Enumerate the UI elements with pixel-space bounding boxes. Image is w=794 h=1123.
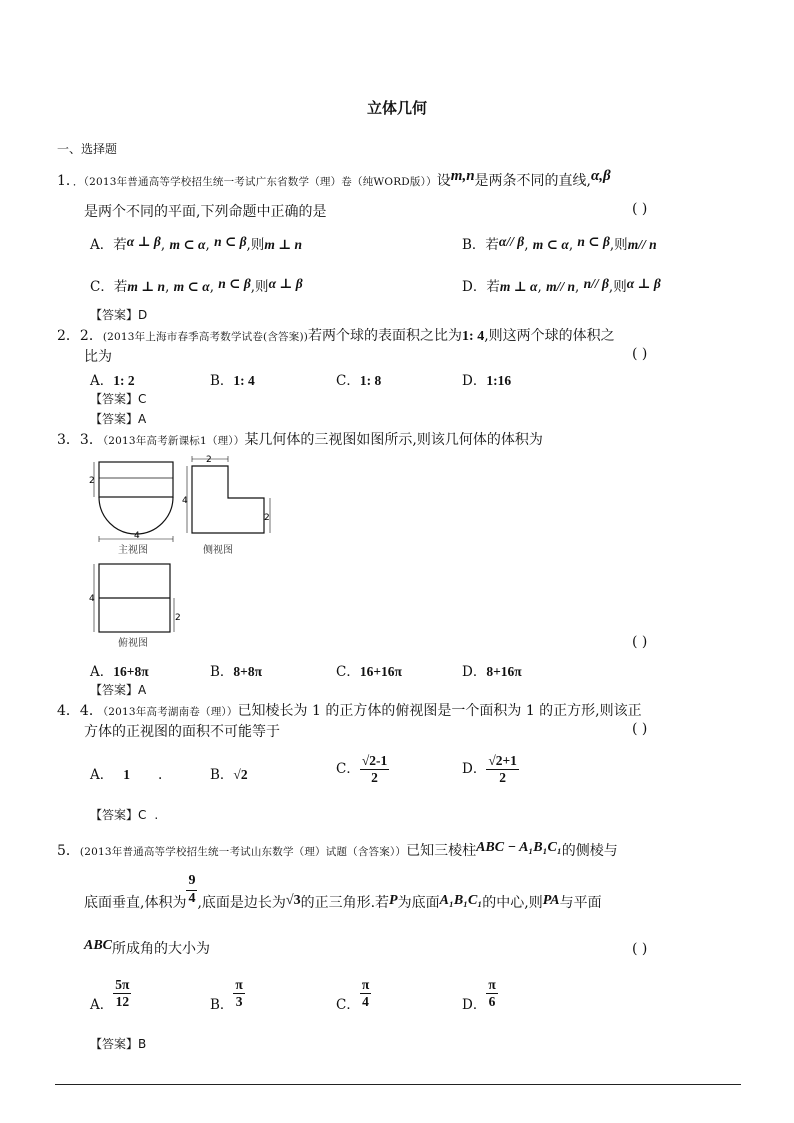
answer-blank: ( ) xyxy=(632,346,648,362)
math-expression: n ⊂ β xyxy=(577,234,610,249)
answer-line: 【答案】D xyxy=(90,308,148,322)
fraction-numerator: π xyxy=(360,978,371,994)
page-title: 立体几何 xyxy=(366,99,427,117)
question-4-line-1 xyxy=(57,700,642,720)
math-expression: α,β xyxy=(591,168,611,184)
option-text: , xyxy=(575,279,580,295)
question-number: 2．2． xyxy=(57,328,103,344)
side-view-shape xyxy=(192,466,264,533)
option-text: , xyxy=(205,237,210,253)
question-source: （2013年高考湖南卷（理）） xyxy=(102,706,238,718)
math-expression: m,n xyxy=(450,168,475,184)
side-view xyxy=(187,456,270,533)
question-text: 为底面 xyxy=(397,895,440,912)
fraction-numerator: π xyxy=(486,978,497,994)
math-expression: A₁B₁C₁ xyxy=(439,893,483,909)
fraction-denominator: 12 xyxy=(115,994,130,1010)
question-text: 已知三棱柱 xyxy=(406,843,477,859)
option-text: ,则 xyxy=(246,237,265,253)
answer-line: 【答案】A xyxy=(90,412,147,426)
fraction-numerator: 9 xyxy=(186,874,197,891)
option-text: , xyxy=(537,279,542,295)
answer-line: 【答案】C xyxy=(90,392,147,406)
option-value: 16+8π xyxy=(113,664,149,679)
option-c xyxy=(336,369,381,389)
question-5-line-1 xyxy=(57,840,618,860)
option-d xyxy=(462,369,511,389)
side-dim-step: 2 xyxy=(264,513,270,523)
fraction xyxy=(486,754,519,785)
question-text: 底面垂直,体积为 xyxy=(84,895,187,912)
option-text: , xyxy=(165,279,170,295)
question-source: (2013年上海市春季高考数学试卷(含答案)) xyxy=(102,331,309,343)
option-label: A． xyxy=(90,997,114,1014)
math-expression: 1: 4 xyxy=(462,329,485,344)
option-label: B． xyxy=(462,237,486,253)
option-label: A． xyxy=(90,237,114,253)
question-number: 5． xyxy=(57,843,80,859)
option-value: 1: 4 xyxy=(233,373,255,388)
option-d xyxy=(462,977,498,1014)
fraction xyxy=(186,874,197,906)
question-text: 是两条不同的直线, xyxy=(474,173,591,189)
answer-blank: ( ) xyxy=(632,634,648,650)
question-text: 所成角的大小为 xyxy=(112,941,211,957)
math-expression: m ⊥ n xyxy=(264,237,303,252)
question-3-line-1 xyxy=(57,429,543,449)
math-expression: α ⊥ β xyxy=(268,276,303,291)
answer-line: 【答案】A xyxy=(90,683,147,697)
side-dim-height: 4 xyxy=(182,496,188,506)
math-expression: m// n xyxy=(627,237,657,252)
option-value: √2 xyxy=(233,767,248,782)
fraction-denominator: 2 xyxy=(499,770,506,786)
option-label: D． xyxy=(462,664,487,680)
option-a xyxy=(90,660,149,680)
three-view-diagram xyxy=(88,450,288,660)
option-text: . xyxy=(158,767,163,783)
question-text: 的侧棱与 xyxy=(561,843,618,859)
option-c xyxy=(336,660,402,680)
option-label: C． xyxy=(336,373,360,389)
fraction-denominator: 4 xyxy=(362,994,369,1010)
option-value: 8+16π xyxy=(486,664,522,679)
option-b xyxy=(210,660,262,680)
answer-line: 【答案】B xyxy=(90,1037,147,1051)
question-text: 的正三角形.若 xyxy=(300,895,390,912)
question-number: 4．4． xyxy=(57,703,103,719)
question-number: 1． xyxy=(57,173,73,189)
answer-blank: ( ) xyxy=(632,201,648,217)
option-text: 若 xyxy=(486,279,500,295)
option-b xyxy=(210,369,255,389)
section-heading: 一、选择题 xyxy=(57,142,118,156)
fraction-denominator: 2 xyxy=(371,770,378,786)
math-expression: m ⊥ n xyxy=(127,279,166,294)
question-source: ．（2013年普通高等学校招生统一考试广东省数学（理）卷（纯WORD版）） xyxy=(72,176,437,188)
option-d xyxy=(462,275,661,295)
option-value: 1: 2 xyxy=(113,373,135,388)
question-text: 已知棱长为 1 的正方体的俯视图是一个面积为 1 的正方形,则该正 xyxy=(237,703,642,719)
fraction-numerator: 5π xyxy=(113,978,131,994)
side-dim-top: 2 xyxy=(206,455,212,465)
math-expression: n ⊂ β xyxy=(214,234,247,249)
answer-text: . xyxy=(154,808,159,822)
fraction xyxy=(360,978,371,1009)
option-label: B． xyxy=(210,664,234,680)
question-text: ,底面是边长为 xyxy=(197,895,286,912)
option-label: D． xyxy=(462,997,487,1014)
top-dim-height: 4 xyxy=(89,594,95,604)
math-expression: PA xyxy=(542,893,560,909)
math-expression: m ⊥ α xyxy=(499,279,538,294)
front-dim-width: 4 xyxy=(134,531,140,541)
option-c xyxy=(90,275,303,295)
option-value: 1 xyxy=(123,767,130,782)
option-c xyxy=(336,754,389,785)
option-a xyxy=(90,369,135,389)
question-4-line-2: 方体的正视图的面积不可能等于 xyxy=(84,724,280,740)
math-expression: α// β xyxy=(498,234,525,249)
question-text: 某几何体的三视图如图所示,则该几何体的体积为 xyxy=(244,432,543,448)
math-expression: n ⊂ β xyxy=(218,276,251,291)
question-5-line-2 xyxy=(84,873,602,912)
fraction xyxy=(233,978,244,1009)
option-text: 若 xyxy=(485,237,499,253)
fraction-numerator: π xyxy=(233,978,244,994)
answer-line xyxy=(90,806,158,823)
question-text: ,则这两个球的体积之 xyxy=(484,328,615,344)
answer-blank: ( ) xyxy=(632,721,648,737)
option-text: ,则 xyxy=(608,279,627,295)
option-value: 16+16π xyxy=(359,664,402,679)
math-expression: m ⊂ α xyxy=(169,237,206,252)
option-text: ,则 xyxy=(250,279,269,295)
fraction-denominator: 3 xyxy=(235,994,243,1010)
option-label: C． xyxy=(90,279,114,295)
option-b xyxy=(210,763,248,783)
side-view-label: 侧视图 xyxy=(203,545,233,556)
front-view xyxy=(94,462,173,542)
fraction xyxy=(360,754,389,785)
math-expression: m ⊂ α xyxy=(173,279,210,294)
option-d xyxy=(462,660,522,680)
question-5-line-3 xyxy=(84,938,210,958)
answer-text: 【答案】C xyxy=(90,808,147,822)
option-text: , xyxy=(209,279,214,295)
option-text: ,则 xyxy=(609,237,628,253)
question-source: （2013年高考新课标1（理）） xyxy=(102,435,245,447)
question-text: 与平面 xyxy=(559,895,602,912)
option-label: B． xyxy=(210,373,234,389)
option-c xyxy=(336,977,371,1014)
option-label: C． xyxy=(336,664,360,680)
math-expression: α ⊥ β xyxy=(626,276,661,291)
option-value: 1:16 xyxy=(486,373,512,388)
answer-blank: ( ) xyxy=(632,941,648,957)
option-d xyxy=(462,754,519,785)
option-a xyxy=(90,233,302,253)
option-text: , xyxy=(524,237,529,253)
option-label: A． xyxy=(90,373,114,389)
math-expression: P xyxy=(389,893,398,909)
question-source: (2013年普通高等学校招生统一考试山东数学（理）试题（含答案）） xyxy=(79,846,407,858)
top-dim-step: 2 xyxy=(175,613,181,623)
option-label: A． xyxy=(90,664,114,680)
option-label: D． xyxy=(462,761,487,778)
option-label: C． xyxy=(336,997,360,1014)
math-expression: ABC − A₁B₁C₁ xyxy=(476,840,562,855)
front-dim-height: 2 xyxy=(89,476,95,486)
question-2-line-1 xyxy=(57,325,615,345)
question-number: 3．3． xyxy=(57,432,103,448)
fraction-numerator: √2+1 xyxy=(486,754,519,770)
option-text: 若 xyxy=(113,279,128,295)
question-2-line-2: 比为 xyxy=(84,349,112,365)
fraction-denominator: 4 xyxy=(188,890,196,906)
question-text: 的中心,则 xyxy=(482,895,543,912)
option-value: 1: 8 xyxy=(359,373,382,388)
option-text: , xyxy=(568,237,574,253)
footer-divider xyxy=(55,1084,741,1085)
front-view-semicircle xyxy=(99,497,173,534)
fraction-numerator: √2-1 xyxy=(360,754,389,770)
question-1-line-1 xyxy=(57,170,611,190)
math-expression: m ⊂ α xyxy=(532,237,569,252)
option-label: C． xyxy=(336,761,360,778)
option-label: B． xyxy=(210,997,234,1014)
fraction-denominator: 6 xyxy=(488,994,496,1010)
option-a xyxy=(90,977,131,1014)
math-expression: m// n xyxy=(546,279,575,294)
option-b xyxy=(210,977,245,1014)
math-expression: √3 xyxy=(285,893,301,909)
option-label: D． xyxy=(462,373,487,389)
front-view-rectangle xyxy=(99,462,173,497)
fraction xyxy=(486,978,497,1009)
option-label: B． xyxy=(210,767,234,783)
top-view-label: 俯视图 xyxy=(118,638,148,649)
math-expression: ABC xyxy=(84,938,113,953)
option-text: 若 xyxy=(113,237,127,253)
question-text: 若两个球的表面积之比为 xyxy=(308,328,463,344)
option-b xyxy=(462,233,657,253)
option-value: 8+8π xyxy=(233,664,263,679)
math-expression: α ⊥ β xyxy=(126,234,161,249)
option-label: D． xyxy=(462,279,487,295)
question-text: 设 xyxy=(436,173,451,189)
math-expression: n// β xyxy=(583,276,609,291)
fraction xyxy=(113,978,131,1009)
option-label: A． xyxy=(90,767,114,783)
option-text: , xyxy=(160,237,166,253)
front-view-label: 主视图 xyxy=(118,545,148,556)
option-a xyxy=(90,763,162,783)
top-view xyxy=(94,564,174,632)
question-1-line-2: 是两个不同的平面,下列命题中正确的是 xyxy=(84,204,327,220)
